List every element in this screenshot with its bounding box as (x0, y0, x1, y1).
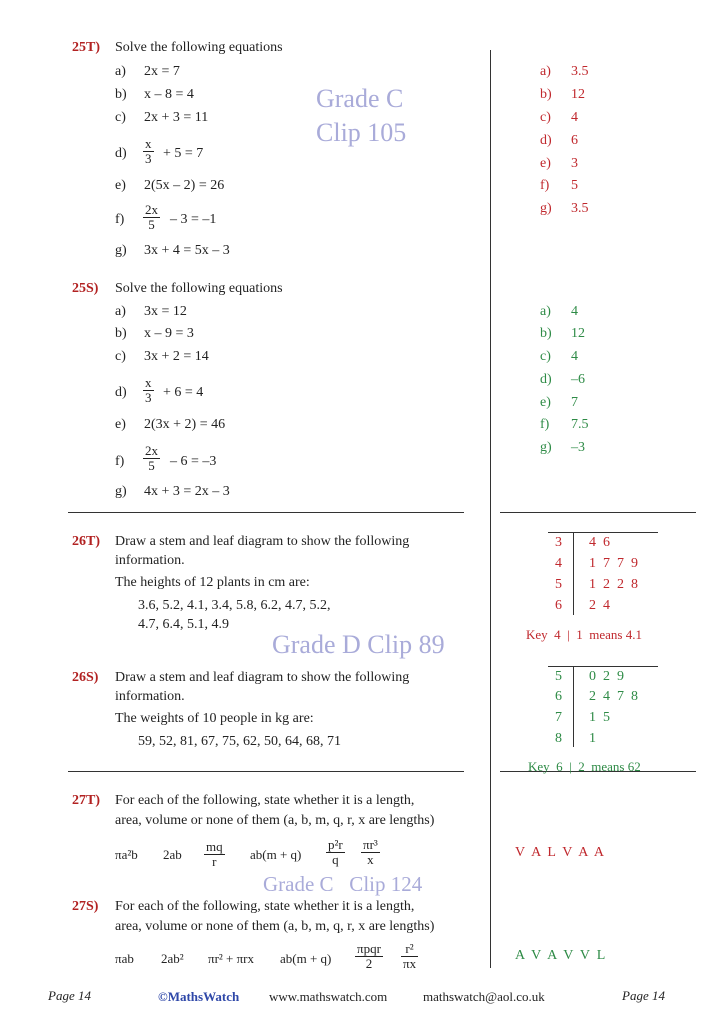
answer-value: 3 (571, 156, 578, 171)
question-number-25t: 25T) (72, 40, 100, 55)
fraction-numerator: r² (401, 942, 418, 957)
answer-value: 12 (571, 87, 585, 102)
stem-value: 7 (555, 710, 562, 725)
equation: 3x = 12 (144, 304, 187, 319)
footer-page-right: Page 14 (622, 988, 665, 1003)
fraction (143, 137, 154, 166)
stem-value: 6 (555, 689, 562, 704)
fraction-denominator: 3 (145, 151, 152, 166)
answer-value: 7 (571, 395, 578, 410)
equation: + 6 = 4 (163, 385, 204, 400)
question-26t-data2: 4.7, 6.4, 5.1, 4.9 (138, 617, 229, 632)
expression: ab(m + q) (280, 951, 332, 966)
stem-value: 3 (555, 535, 562, 550)
stem-leaf-key: Key 6 | 2 means 62 (528, 759, 641, 774)
question-26s-data1: 59, 52, 81, 67, 75, 62, 50, 64, 68, 71 (138, 734, 341, 749)
answer-column-divider (490, 50, 491, 968)
question-27t-line2: area, volume or none of them (a, b, m, q, r, x are lengths) (115, 813, 435, 828)
grade-label-c124: Grade C Clip 124 (263, 872, 423, 896)
part-label: a) (115, 64, 126, 79)
expression: πab (115, 951, 134, 966)
fraction-numerator: πpqr (357, 941, 381, 956)
part-label: e) (115, 417, 126, 432)
footer-website[interactable]: www.mathswatch.com (269, 989, 388, 1004)
answer-value: 3.5 (571, 64, 589, 79)
stem-leaf-key: Key 4 | 1 means 4.1 (526, 627, 642, 642)
expression: ab(m + q) (250, 847, 302, 862)
fraction-numerator: 2x (145, 202, 158, 217)
equation: 3x + 4 = 5x – 3 (144, 243, 230, 258)
fraction-denominator: r (212, 854, 217, 869)
equation: – 3 = –1 (170, 212, 217, 227)
stem-leaf-divider (573, 667, 574, 747)
answer-value: 12 (571, 326, 585, 341)
stem-leaf-top-rule (548, 532, 658, 533)
part-label: c) (115, 349, 126, 364)
stem-value: 4 (555, 556, 562, 571)
question-number-26s: 26S) (72, 670, 99, 685)
question-27t-answer: V A L V A A (515, 845, 604, 860)
answer-value: 7.5 (571, 417, 589, 432)
leaf-values: 1 7 7 9 (589, 556, 638, 571)
answer-value: –3 (571, 440, 585, 455)
leaf-values: 4 6 (589, 535, 610, 550)
equation: 2x = 7 (144, 64, 180, 79)
leaf-values: 1 (589, 731, 596, 746)
answer-label: d) (540, 372, 552, 387)
fraction (143, 203, 160, 232)
question-25t-instruction: Solve the following equations (115, 40, 283, 55)
answer-value: 4 (571, 304, 578, 319)
part-label: g) (115, 484, 127, 499)
question-26t-line3: The heights of 12 plants in cm are: (115, 575, 310, 590)
answer-label: a) (540, 64, 551, 79)
fraction-numerator: πr³ (363, 837, 378, 852)
equation: – 6 = –3 (170, 454, 217, 469)
stem-value: 6 (555, 598, 562, 613)
question-26s-line1: Draw a stem and leaf diagram to show the following (115, 670, 410, 685)
expression: 2ab (163, 847, 182, 862)
question-26t-line2: information. (115, 553, 185, 568)
answer-label: c) (540, 349, 551, 364)
fraction (361, 838, 380, 867)
part-label: a) (115, 304, 126, 319)
equation: 2(5x – 2) = 26 (144, 178, 225, 193)
grade-label-c105-line1: Grade C (316, 84, 404, 113)
divider-25-26-right (500, 512, 696, 513)
part-label: e) (115, 178, 126, 193)
footer-brand: ©MathsWatch (158, 989, 240, 1004)
expression: πa²b (115, 847, 138, 862)
part-label: f) (115, 454, 125, 469)
answer-value: 4 (571, 110, 578, 125)
fraction-denominator: 3 (145, 390, 152, 405)
leaf-values: 2 4 (589, 598, 610, 613)
answer-label: b) (540, 87, 552, 102)
equation: 2(3x + 2) = 46 (144, 417, 226, 432)
stem-value: 5 (555, 669, 562, 684)
part-label: c) (115, 110, 126, 125)
leaf-values: 0 2 9 (589, 669, 624, 684)
answer-label: e) (540, 156, 551, 171)
answer-label: a) (540, 304, 551, 319)
divider-26-27-left (68, 771, 464, 772)
question-number-27s: 27S) (72, 899, 99, 914)
question-number-25s: 25S) (72, 281, 99, 296)
stem-value: 8 (555, 731, 562, 746)
equation: x – 9 = 3 (144, 326, 194, 341)
question-26s-line3: The weights of 10 people in kg are: (115, 711, 314, 726)
grade-label-c105-line2: Clip 105 (316, 118, 407, 147)
answer-label: d) (540, 133, 552, 148)
part-label: d) (115, 146, 127, 161)
question-26t-data1: 3.6, 5.2, 4.1, 3.4, 5.8, 6.2, 4.7, 5.2, (138, 598, 331, 613)
question-26t-line1: Draw a stem and leaf diagram to show the following (115, 534, 410, 549)
fraction-numerator: mq (206, 839, 223, 854)
answer-label: c) (540, 110, 551, 125)
fraction-numerator: x (145, 375, 152, 390)
answer-value: 4 (571, 349, 578, 364)
fraction (326, 838, 345, 867)
answer-label: g) (540, 201, 552, 216)
answer-label: e) (540, 395, 551, 410)
fraction-denominator: πx (403, 956, 417, 971)
question-27s-answer: A V A V V L (515, 948, 606, 963)
answer-value: –6 (571, 372, 585, 387)
fraction (143, 376, 154, 405)
fraction-denominator: 5 (148, 217, 155, 232)
fraction-denominator: x (367, 852, 374, 867)
answer-label: f) (540, 417, 550, 432)
question-25s-instruction: Solve the following equations (115, 281, 283, 296)
fraction (355, 942, 383, 971)
fraction-numerator: 2x (145, 443, 158, 458)
part-label: d) (115, 385, 127, 400)
answer-value: 5 (571, 178, 578, 193)
fraction-numerator: p²r (328, 837, 343, 852)
question-number-27t: 27T) (72, 793, 100, 808)
stem-leaf-divider (573, 533, 574, 615)
fraction-denominator: 2 (365, 956, 373, 971)
part-label: b) (115, 87, 127, 102)
question-27s-line2: area, volume or none of them (a, b, m, q, r, x are lengths) (115, 919, 435, 934)
question-26s-line2: information. (115, 689, 185, 704)
answer-label: b) (540, 326, 552, 341)
leaf-values: 1 5 (589, 710, 610, 725)
fraction (204, 840, 225, 869)
question-27s-line1: For each of the following, state whether it is a length, (115, 899, 415, 914)
fraction-numerator: x (145, 136, 152, 151)
equation: + 5 = 7 (163, 146, 204, 161)
footer-page-left: Page 14 (48, 988, 91, 1003)
fraction (143, 444, 160, 473)
divider-25-26-left (68, 512, 464, 513)
expression: 2ab² (161, 951, 184, 966)
part-label: f) (115, 212, 125, 227)
answer-label: g) (540, 440, 552, 455)
question-number-26t: 26T) (72, 534, 100, 549)
part-label: b) (115, 326, 127, 341)
fraction-denominator: q (332, 852, 339, 867)
equation: 3x + 2 = 14 (144, 349, 209, 364)
part-label: g) (115, 243, 127, 258)
leaf-values: 1 2 2 8 (589, 577, 638, 592)
answer-value: 3.5 (571, 201, 589, 216)
question-27t-line1: For each of the following, state whether it is a length, (115, 793, 415, 808)
grade-label-d89: Grade D Clip 89 (272, 630, 445, 659)
answer-value: 6 (571, 133, 578, 148)
stem-leaf-top-rule (548, 666, 658, 667)
footer-email[interactable]: mathswatch@aol.co.uk (423, 989, 545, 1004)
answer-label: f) (540, 178, 550, 193)
equation: 4x + 3 = 2x – 3 (144, 484, 230, 499)
fraction-denominator: 5 (148, 458, 155, 473)
expression: πr² + πrx (208, 951, 255, 966)
equation: 2x + 3 = 11 (144, 110, 209, 125)
stem-value: 5 (555, 577, 562, 592)
equation: x – 8 = 4 (144, 87, 194, 102)
leaf-values: 2 4 7 8 (589, 689, 638, 704)
fraction (401, 942, 418, 971)
